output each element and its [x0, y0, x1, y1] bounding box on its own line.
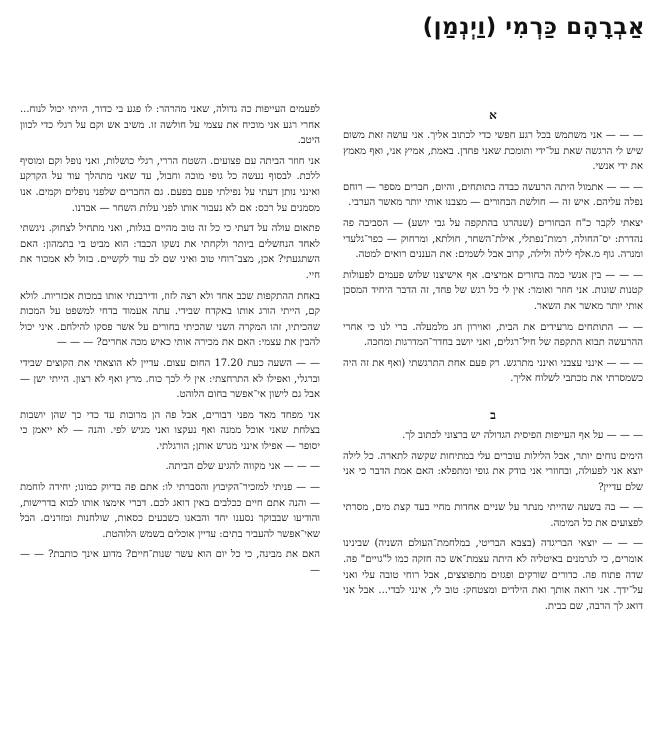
paragraph: — — — אני מקווה להגיע שלם הביתה. — [165, 461, 320, 473]
paragraph: — — — יוצאי הבריגדה (בצבא הבריטי, במלחמת־העולם השניה) שבינינו אומרים, כי לגרמנים באיטליה לא היתה עצמת־אש כה חזקה כמו ל"גויים" פה. שדה פתוח פה. כדורים שורקים ופגזים מתפוצצים, אבל רוחי טובה עלי ואני על־ידך. אני רואה אותך ואת הילדים ומצטחק: טוב לי, אינני לבדי... אבל אני דואג לך הרבה, שם בבית. — [343, 538, 643, 612]
paragraph: — — בה בשעה שהייתי מנתר על שניים אחדות מחיי בעד קצת מים, מסרתי לפצועים את כל המימה. — [343, 502, 643, 529]
paragraph: — — — על אף העייפות הפיסית הגדולה יש ברצוני לכתוב לך. — [402, 429, 643, 441]
paragraph: — — — אני משתמש בכל רגע חפשי כדי לכתוב אליך. אני עושה זאת משום שיש לי הרגשה שאת על־ידי ותומכת שאני פחדן. באמת, אמיץ אני, ואף מאמץ את ידי אנשי. — [343, 130, 643, 173]
paragraph: יצאתי לקבר כ"ח הבחורים (שנהרגו בהתקפה על גבי יושע) — הסביבה פה נהדרת: יס־החולה, רמות־נפתלי, אילת־השחר, חולתא, ומרחוק — כפר־גלעדי ומנרה. גוף מ.אלף לילה ולילה, קרוב אבל לשמים: את העננים רואים למטה. — [343, 217, 643, 261]
left-column — [20, 102, 320, 722]
paragraph: לפעמים העייפות כה גדולה, שאני מהרהר: לו פגע בי כדור, הייתי יכול לנוח... אחרי רגע אני מוכיח את עצמי על חולשה זו. משיב אש וקם על רגלי כדי לכוון היטב. — [20, 104, 320, 147]
paragraph: — — פניתי למזכיר־הקיבוץ והסברתי לו: אתם פה בדיוק כמונו; יחידה לוחמת — והנה אתם חיים ככלבים באין דואג לכם. דברי אימצו אותו לבוא בדרישות, והודיעו שבבוקר נסענו יחד והבאנו כשבעים כסאות, שולחנות ומזרנים. הבל שאי־אפשר להעביר בתים: עדיין אוכלים בשמש הלוהטת. — [20, 482, 320, 540]
paragraph: באחת ההתקפות שכב אחד ולא רצה לזוז, ודירבנתי אותו במכות אכזריות. לולא קם, הייתי הורג אותו באקדח שבידי. עתה אעמוד בדחי למשפט על המכות שהכיתיו, זהו המקרה השני שהכיתי בחורים על אשר פסקו להילחם. איני יכול להבין את עצמי: האם את מכירה אותי כאיש מכה אחרים? — — — — [20, 290, 320, 349]
paragraph: — — — בין אנשי כמה בחורים אמיצים. אף אישיצנו שלוש פעמים לפעולות קטנות שונות. אני חוזר ואומר: אין לי כל רגש של פחד, זה הדבר היחיד המסכן אותי יותר מאשר את השאר. — [343, 269, 643, 312]
paragraph: האם את מבינה, כי כל יום הוא עשר שנות־חיים? מדוע אינך כותבת? — — — — [20, 549, 320, 577]
paragraph: — — — אינני עצבני ואינני מתרגש. רק פעם אחת התרגשתי (ואף את זה היה כשמסרתי את מכתבי לשלוח אליך. — [343, 357, 643, 385]
paragraph: אני מפחד מאד מפני דבורים, אבל פה הן מרובות עד כדי כך שהן יושבות בצלחת שאני אוכל ממנה ואף נעקצו ואני מגיש לפי. והנה — לא ייאמן כי יסופר — אפילו אינני מגרש אותן; הורגלתי. — [20, 409, 320, 452]
paragraph: הימים נוחים יותר, אבל הלילות עוברים עלי במתיחות שקשה לתארה. כל לילה יוצא אני לפעולה, ובחוזרי אני בודק את גופי ומתפלא: האם אמת הדבר כי אני שלם עדיין? — [343, 450, 643, 493]
right-column — [343, 102, 643, 722]
page-title: אַבְרָהָם כַּרְמִי (וַיְנְמַן) — [422, 14, 645, 40]
paragraph: אני חוזר הביתה עם פצועים. השטח הררי, רגלי כושלות, ואני נופל וקם ומוסיף ללכת. לבסוף נעשה כל גופי מוכה וחבול, עד שאני מתהלך עוד על הקרקע ואינני נותן דעתי על נפילתי פעם בפעם. גם החברים שלפני נופלים וקמים. אנו מסמנים על רכס: אם לא נעבור אותו לפני עלות השחר — אבדנו. — [20, 155, 320, 214]
section-heading-a: א — [489, 108, 497, 122]
paragraph: — — השעה כעת 17.20 החום עצום. עדיין לא הוצאתי את הקוצים שבידי וברגלי, ואפילו לא התרחצתי: אין לי לכך כוח. מרץ ואף לא רצון. הייתי ישן — אבל גם לישון אי־אפשר בחום הלוהט. — [20, 357, 320, 401]
section-spacer — [343, 392, 643, 402]
paragraph: פתאום עולה על דעתי כי כל זה טוב מהיים בגלות, ואני מתחיל לצחוק. ניגשתי לאחד הנחשלים ביותר ולקחתי את נשקו הכבד: הוא מביט בי בתמהון: האם השתגעתי? אכן, מצב־רוחי טוב ואיני שם לב עוד לקשיים. בזול לא אמכור את חיי. — [20, 223, 320, 281]
paragraph: — — התותחים מרעידים את הבית, ואוירון חג מלמעלה. ברי לנו כי אחרי ההרעשה תבוא התקפה של חיל־רגלים, ואני יושב בחדר־המדרגות ומחכה. — [343, 321, 643, 349]
paragraph: — — — אתמול היתה הרעשה כבדה בתותחים, והיום, חברים מספר — רוחם נפלה עליהם. איש זה — חולשת הבחורים — מצבנו אותי יותר מאשר הערבי. — [343, 181, 643, 209]
section-heading-b: ב — [490, 407, 496, 422]
